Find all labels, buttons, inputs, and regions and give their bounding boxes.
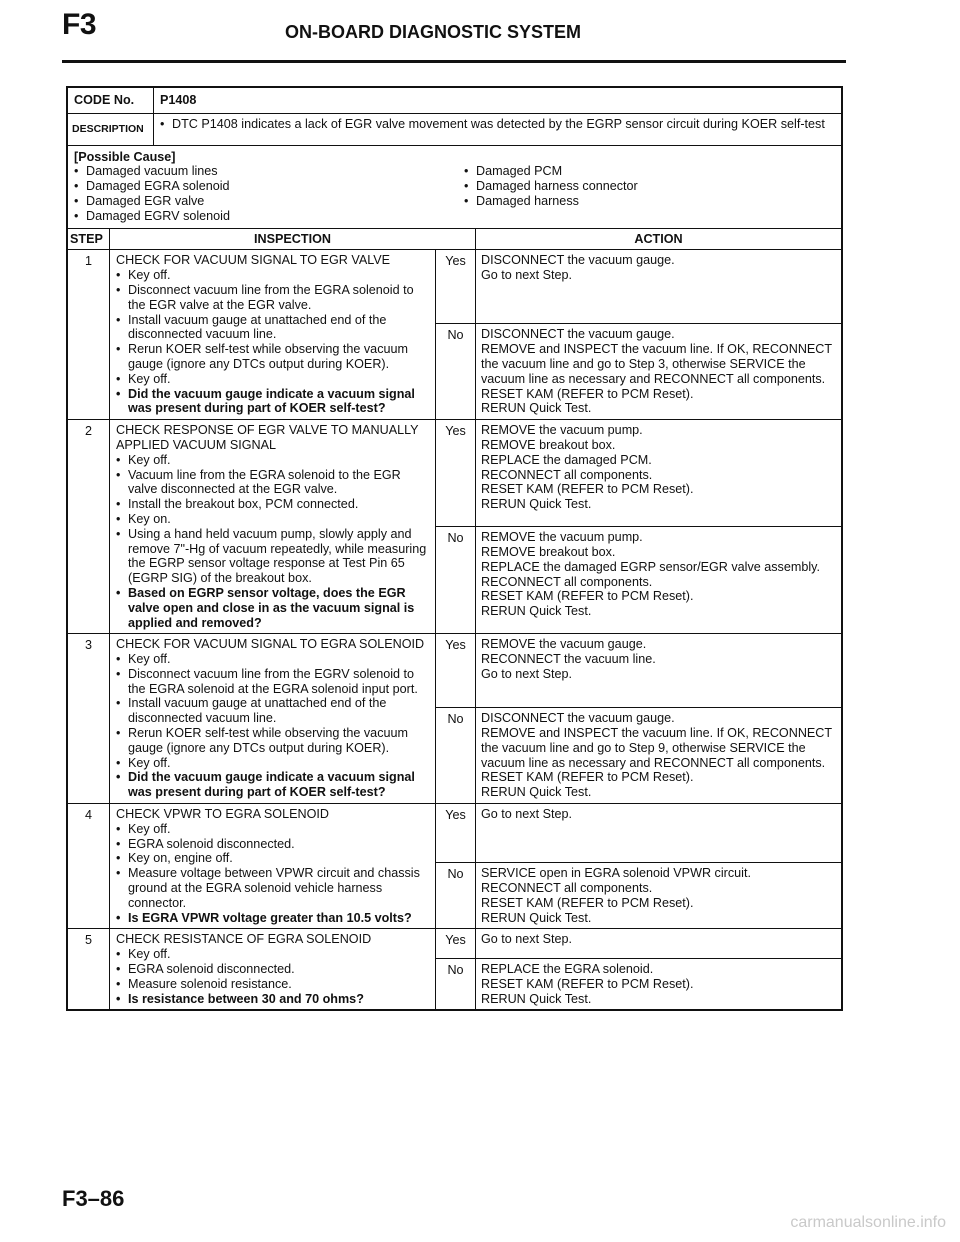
cause-list-left (74, 164, 464, 223)
action-line: Go to next Step. (481, 268, 573, 283)
action-no-text (476, 959, 841, 1009)
action-line: DISCONNECT the vacuum gauge. (481, 327, 675, 342)
action-line: RECONNECT all components. (481, 574, 653, 589)
action-line: REMOVE breakout box. (481, 437, 616, 452)
action-yes-text (476, 634, 841, 707)
inspection-cell (110, 250, 436, 419)
inspection-bullet-text: Is resistance between 30 and 70 ohms? (128, 991, 364, 1006)
inspection-bullet: • Install vacuum gauge at unattached end of the disconnected vacuum line. (116, 696, 431, 726)
action-yes-text (476, 250, 841, 323)
action-no-label: No (436, 708, 476, 803)
action-line: REPLACE the damaged PCM. (481, 452, 652, 467)
action-line: REMOVE the vacuum pump. (481, 423, 643, 438)
code-value: P1408 (160, 93, 197, 107)
inspection-bullet-text: Key off. (128, 821, 171, 836)
action-yes-label: Yes (436, 804, 476, 862)
step-row (68, 634, 841, 804)
inspection-cell (110, 929, 436, 1009)
step-row (68, 420, 841, 634)
step-row (68, 804, 841, 929)
action-line: RERUN Quick Test. (481, 910, 592, 925)
step-row (68, 250, 841, 420)
inspection-bullet: • Is EGRA VPWR voltage greater than 10.5 volts? (116, 910, 412, 925)
steps-body (68, 250, 841, 1009)
inspection-title: CHECK RESISTANCE OF EGRA SOLENOID (116, 932, 372, 947)
action-line: Go to next Step. (481, 932, 573, 947)
inspection-bullet: • Key on. (116, 511, 171, 526)
section-label: F3 (62, 8, 97, 41)
inspection-bullet: • Rerun KOER self-test while observing the vacuum gauge (ignore any DTCs output during KOER). (116, 342, 431, 372)
action-cell (436, 929, 841, 1009)
table-header-row (68, 229, 841, 251)
possible-cause-title: [Possible Cause] (74, 149, 176, 164)
description-text: DTC P1408 indicates a lack of EGR valve movement was detected by the EGRP sensor circuit during KOER self-test (172, 116, 825, 131)
action-cell (436, 420, 841, 633)
action-line: RERUN Quick Test. (481, 497, 592, 512)
inspection-title: CHECK RESPONSE OF EGR VALVE TO MANUALLY APPLIED VACUUM SIGNAL (116, 423, 419, 452)
inspection-title: CHECK FOR VACUUM SIGNAL TO EGR VALVE (116, 253, 391, 268)
action-line: REPLACE the damaged EGRP sensor/EGR valve assembly. (481, 559, 821, 574)
inspection-bullet-text: Based on EGRP sensor voltage, does the EGR valve open and close in as the vacuum signal is applied and removed? (128, 585, 415, 630)
action-no-text (476, 863, 841, 928)
inspection-bullet-text: Key on. (128, 511, 171, 526)
action-line: RECONNECT all components. (481, 881, 653, 896)
inspection-bullet-text: Install vacuum gauge at unattached end of the disconnected vacuum line. (128, 696, 387, 726)
inspection-title: CHECK FOR VACUUM SIGNAL TO EGRA SOLENOID (116, 637, 425, 652)
action-no-text (476, 324, 841, 419)
inspection-bullet: • Install vacuum gauge at unattached end of the disconnected vacuum line. (116, 313, 431, 343)
action-line: DISCONNECT the vacuum gauge. (481, 253, 675, 268)
possible-cause-row (68, 146, 841, 229)
action-yes-label: Yes (436, 250, 476, 323)
inspection-bullet-text: Install vacuum gauge at unattached end of the disconnected vacuum line. (128, 312, 387, 342)
inspection-bullet-text: Disconnect vacuum line from the EGRV solenoid to the EGRA solenoid at the EGRA solenoid input port. (128, 666, 418, 696)
action-line: REPLACE the EGRA solenoid. (481, 962, 654, 977)
code-label: CODE No. (68, 88, 154, 113)
inspection-header: INSPECTION (110, 229, 476, 250)
action-no-branch (436, 324, 841, 419)
cause-text: Damaged EGRV solenoid (86, 208, 230, 223)
inspection-bullet: • Is resistance between 30 and 70 ohms? (116, 991, 364, 1006)
inspection-bullet-text: Disconnect vacuum line from the EGRA solenoid to the EGR valve at the EGR valve. (128, 282, 414, 312)
action-yes-label: Yes (436, 929, 476, 958)
inspection-bullet: • Disconnect vacuum line from the EGRV solenoid to the EGRA solenoid at the EGRA solenoid input port. (116, 667, 431, 697)
action-line: REMOVE and INSPECT the vacuum line. If OK, RECONNECT the vacuum line and go to Step 9, otherwise SERVICE the vacuum line as necessary and RECONNECT all components. (481, 726, 832, 770)
cause-text: Damaged EGR valve (86, 193, 205, 208)
action-cell (436, 250, 841, 419)
cause-item: • Damaged EGRA solenoid (74, 179, 230, 194)
action-cell (436, 634, 841, 803)
step-header: STEP (68, 229, 110, 250)
action-line: RERUN Quick Test. (481, 991, 592, 1006)
inspection-bullet-text: Rerun KOER self-test while observing the vacuum gauge (ignore any DTCs output during KOER). (128, 342, 408, 371)
action-line: RESET KAM (REFER to PCM Reset). (481, 482, 694, 497)
inspection-bullet-text: Key off. (128, 268, 171, 283)
inspection-bullet-text: EGRA solenoid disconnected. (128, 836, 295, 851)
inspection-cell (110, 420, 436, 633)
inspection-title: CHECK VPWR TO EGRA SOLENOID (116, 807, 329, 822)
inspection-bullet: • Based on EGRP sensor voltage, does the EGR valve open and close in as the vacuum signal is applied and removed? (116, 586, 431, 630)
inspection-bullet-text: Did the vacuum gauge indicate a vacuum signal was present during part of KOER self-test? (128, 770, 415, 800)
header-rule (62, 60, 846, 63)
action-no-label: No (436, 527, 476, 633)
cause-item: • Damaged EGRV solenoid (74, 208, 230, 223)
action-line: REMOVE the vacuum gauge. (481, 637, 647, 652)
step-number: 5 (68, 929, 110, 1009)
action-yes-label: Yes (436, 634, 476, 707)
cause-text: Damaged EGRA solenoid (86, 179, 230, 194)
action-cell (436, 804, 841, 928)
action-no-label: No (436, 959, 476, 1009)
inspection-bullet-text: Rerun KOER self-test while observing the vacuum gauge (ignore any DTCs output during KOER). (128, 726, 408, 755)
action-yes-text (476, 804, 841, 862)
action-yes-branch (436, 250, 841, 324)
inspection-bullet-text: Install the breakout box, PCM connected. (128, 497, 359, 512)
action-line: RESET KAM (REFER to PCM Reset). (481, 976, 694, 991)
inspection-bullet: • Key off. (116, 947, 171, 962)
inspection-bullet: • EGRA solenoid disconnected. (116, 962, 295, 977)
cause-item: • Damaged EGR valve (74, 193, 205, 208)
inspection-bullet: • Key off. (116, 371, 171, 386)
action-yes-branch (436, 804, 841, 863)
action-line: RESET KAM (REFER to PCM Reset). (481, 895, 694, 910)
inspection-bullet: • Key off. (116, 755, 171, 770)
action-line: Go to next Step. (481, 666, 573, 681)
inspection-bullet-text: EGRA solenoid disconnected. (128, 962, 295, 977)
inspection-bullet-text: Key off. (128, 452, 171, 467)
description-label: DESCRIPTION (68, 114, 154, 145)
inspection-bullet: • Key off. (116, 821, 171, 836)
inspection-bullet-text: Measure voltage between VPWR circuit and chassis ground at the EGRA solenoid vehicle harness connector. (128, 866, 420, 910)
inspection-bullet: • Did the vacuum gauge indicate a vacuum signal was present during part of KOER self-test? (116, 387, 431, 417)
action-line: RECONNECT all components. (481, 467, 653, 482)
action-no-branch (436, 959, 841, 1009)
cause-list-right (464, 164, 854, 223)
inspection-cell (110, 804, 436, 928)
diagnostic-table (66, 86, 843, 1011)
action-line: RECONNECT the vacuum line. (481, 652, 656, 667)
inspection-bullet: • Measure solenoid resistance. (116, 976, 292, 991)
action-line: RESET KAM (REFER to PCM Reset). (481, 589, 694, 604)
action-line: RESET KAM (REFER to PCM Reset). (481, 770, 694, 785)
cause-item: • Damaged harness connector (464, 179, 638, 194)
action-no-branch (436, 863, 841, 928)
action-no-text (476, 527, 841, 633)
action-yes-label: Yes (436, 420, 476, 526)
inspection-bullet-text: Using a hand held vacuum pump, slowly apply and remove 7"-Hg of vacuum repeatedly, while measuring the EGRP sensor voltage response at Test Pin 65 (EGRP SIG) of the breakout box. (128, 526, 427, 586)
watermark: carmanualsonline.info (790, 1214, 946, 1231)
cause-item: • Damaged harness (464, 193, 579, 208)
action-yes-text (476, 420, 841, 526)
inspection-bullet: • Key off. (116, 652, 171, 667)
action-line: RERUN Quick Test. (481, 785, 592, 800)
cause-text: Damaged vacuum lines (86, 164, 218, 179)
inspection-bullet-text: Measure solenoid resistance. (128, 976, 292, 991)
inspection-bullet-text: Key off. (128, 371, 171, 386)
inspection-bullet: • Rerun KOER self-test while observing the vacuum gauge (ignore any DTCs output during KOER). (116, 726, 431, 756)
inspection-bullet: • Key on, engine off. (116, 851, 233, 866)
inspection-bullet-text: Did the vacuum gauge indicate a vacuum signal was present during part of KOER self-test? (128, 386, 415, 416)
action-line: REMOVE breakout box. (481, 545, 616, 560)
cause-item: • Damaged PCM (464, 164, 563, 179)
step-number: 2 (68, 420, 110, 633)
inspection-bullet: • Disconnect vacuum line from the EGRA solenoid to the EGR valve at the EGR valve. (116, 283, 431, 313)
inspection-bullet-text: Key off. (128, 652, 171, 667)
inspection-bullet: • Did the vacuum gauge indicate a vacuum signal was present during part of KOER self-test? (116, 770, 431, 800)
inspection-bullet: • Vacuum line from the EGRA solenoid to the EGR valve disconnected at the EGR valve. (116, 468, 431, 498)
action-yes-text (476, 929, 841, 958)
step-row (68, 929, 841, 1009)
inspection-bullet-text: Key on, engine off. (128, 851, 233, 866)
step-number: 4 (68, 804, 110, 928)
action-line: RESET KAM (REFER to PCM Reset). (481, 386, 694, 401)
action-line: RERUN Quick Test. (481, 401, 592, 416)
inspection-bullet: • EGRA solenoid disconnected. (116, 836, 295, 851)
action-line: Go to next Step. (481, 807, 573, 822)
action-line: SERVICE open in EGRA solenoid VPWR circuit. (481, 866, 751, 881)
description-row: DESCRIPTION • DTC P1408 indicates a lack of EGR valve movement was detected by the EGRP sensor circuit during KOER self-test (68, 114, 841, 146)
cause-text: Damaged harness connector (476, 179, 638, 194)
page-title: ON-BOARD DIAGNOSTIC SYSTEM (285, 22, 582, 42)
page-number: F3–86 (62, 1186, 125, 1211)
action-line: REMOVE the vacuum pump. (481, 530, 643, 545)
inspection-bullet: • Key off. (116, 452, 171, 467)
action-no-branch (436, 527, 841, 633)
step-number: 3 (68, 634, 110, 803)
inspection-bullet-text: Is EGRA VPWR voltage greater than 10.5 volts? (128, 910, 412, 925)
inspection-bullet: • Measure voltage between VPWR circuit and chassis ground at the EGRA solenoid vehicle harness connector. (116, 866, 431, 910)
inspection-cell (110, 634, 436, 803)
cause-text: Damaged PCM (476, 164, 563, 179)
cause-text: Damaged harness (476, 193, 579, 208)
step-number: 1 (68, 250, 110, 419)
action-yes-branch (436, 420, 841, 527)
action-line: REMOVE and INSPECT the vacuum line. If OK, RECONNECT the vacuum line and go to Step 3, otherwise SERVICE the vacuum line as necessary and RECONNECT all components. (481, 342, 832, 386)
inspection-bullet: • Install the breakout box, PCM connected. (116, 497, 359, 512)
action-no-label: No (436, 324, 476, 419)
action-yes-branch (436, 929, 841, 959)
action-line: DISCONNECT the vacuum gauge. (481, 711, 675, 726)
action-line: RERUN Quick Test. (481, 604, 592, 619)
inspection-bullet: • Key off. (116, 268, 171, 283)
inspection-bullet: • Using a hand held vacuum pump, slowly apply and remove 7"-Hg of vacuum repeatedly, while measuring the EGRP sensor voltage response at Test Pin 65 (EGRP SIG) of the breakout box. (116, 527, 431, 586)
action-yes-branch (436, 634, 841, 708)
action-no-label: No (436, 863, 476, 928)
action-no-text (476, 708, 841, 803)
cause-item: • Damaged vacuum lines (74, 164, 218, 179)
inspection-bullet-text: Vacuum line from the EGRA solenoid to the EGR valve disconnected at the EGR valve. (128, 467, 401, 497)
action-header: ACTION (634, 231, 683, 246)
inspection-bullet-text: Key off. (128, 947, 171, 962)
code-row (68, 88, 841, 114)
action-no-branch (436, 708, 841, 803)
inspection-bullet-text: Key off. (128, 755, 171, 770)
